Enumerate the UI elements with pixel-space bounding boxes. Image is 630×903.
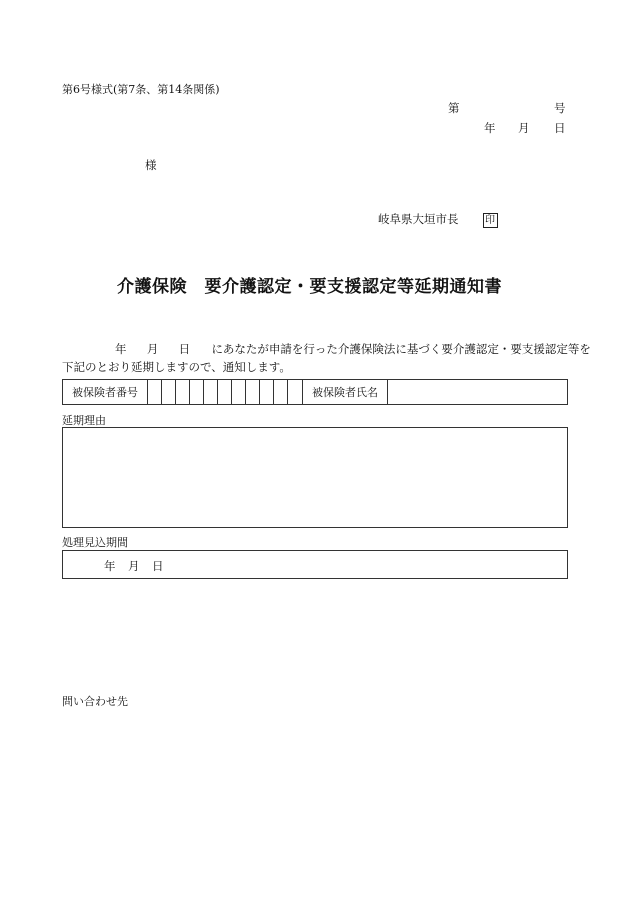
expected-period-year: 年 [104, 559, 116, 573]
expected-period-label: 処理見込期間 [62, 536, 128, 549]
issue-date-month: 月 [518, 121, 530, 135]
application-year: 年 [115, 342, 127, 356]
insured-number-digit-cell[interactable] [232, 380, 246, 405]
issuer-name: 岐阜県大垣市長 [378, 212, 459, 226]
issue-date-year: 年 [484, 121, 496, 135]
form-number: 第6号様式(第7条、第14条関係) [62, 83, 220, 96]
document-title: 介護保険 要介護認定・要支援認定等延期通知書 [117, 277, 502, 297]
expected-period-month: 月 [128, 559, 140, 573]
doc-number-suffix: 号 [554, 101, 566, 115]
doc-number-prefix: 第 [448, 101, 460, 115]
insured-number-digit-cell[interactable] [162, 380, 176, 405]
body-line-2: 下記のとおり延期しますので、通知します。 [62, 360, 291, 374]
contact-label: 問い合わせ先 [62, 695, 128, 708]
insured-number-label: 被保険者番号 [63, 380, 148, 405]
seal-mark: 印 [483, 213, 498, 228]
body-line-1 [115, 341, 591, 357]
insured-number-digit-cell[interactable] [274, 380, 288, 405]
addressee-honorific: 様 [145, 158, 157, 172]
reason-box[interactable] [62, 427, 568, 528]
insured-info-table [62, 379, 568, 405]
insured-number-digit-cell[interactable] [246, 380, 260, 405]
insured-number-digit-cell[interactable] [204, 380, 218, 405]
reason-label: 延期理由 [62, 414, 106, 427]
expected-period-box[interactable] [62, 550, 568, 579]
insured-number-digit-cell[interactable] [260, 380, 274, 405]
insured-name-field[interactable] [388, 380, 568, 405]
body-sentence-1: にあなたが申請を行った介護保険法に基づく要介護認定・要支援認定等を [211, 342, 591, 356]
issuer-block [378, 211, 498, 228]
application-month: 月 [146, 342, 159, 356]
insured-number-digit-cell[interactable] [218, 380, 232, 405]
insured-name-label: 被保険者氏名 [303, 380, 388, 405]
expected-period-day: 日 [152, 559, 164, 573]
insured-number-digit-cell[interactable] [288, 380, 303, 405]
application-day: 日 [178, 342, 191, 356]
issue-date-day: 日 [554, 121, 566, 135]
insured-number-digit-cell[interactable] [176, 380, 190, 405]
insured-number-digit-cell[interactable] [190, 380, 204, 405]
insured-number-digit-cell[interactable] [148, 380, 162, 405]
